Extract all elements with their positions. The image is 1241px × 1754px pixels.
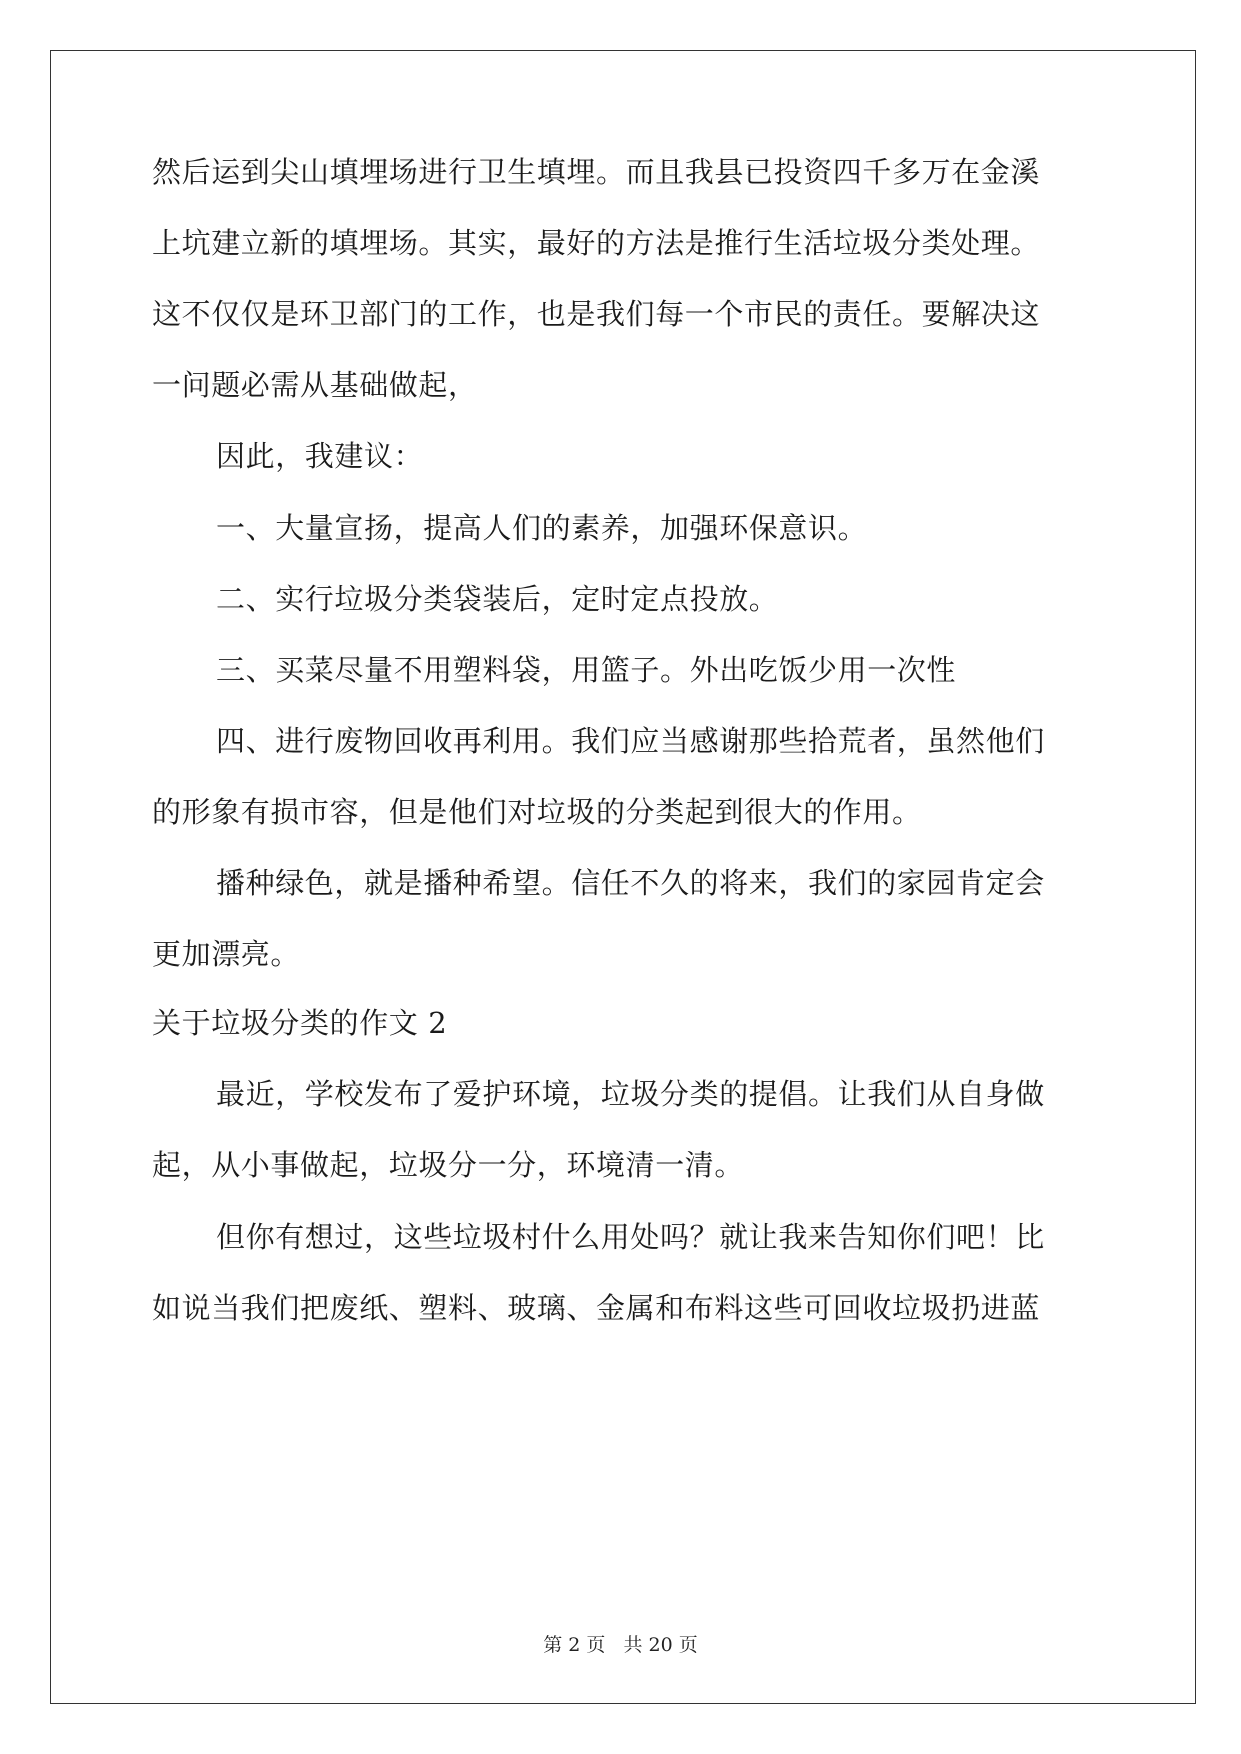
text-line: 的形象有损市容，但是他们对垃圾的分类起到很大的作用。	[152, 795, 922, 829]
list-item-2: 二、实行垃圾分类袋装后，定时定点投放。	[216, 582, 779, 616]
list-item-3: 三、买菜尽量不用塑料袋，用篮子。外出吃饭少用一次性	[216, 653, 957, 687]
text-line: 因此，我建议：	[216, 439, 424, 473]
text-line: 如说当我们把废纸、塑料、玻璃、金属和布料这些可回收垃圾扔进蓝	[152, 1291, 1041, 1325]
text-line: 最近，学校发布了爱护环境，垃圾分类的提倡。让我们从自身做	[216, 1077, 1045, 1111]
text-line: 然后运到尖山填埋场进行卫生填埋。而且我县已投资四千多万在金溪	[152, 155, 1041, 189]
section-heading: 关于垃圾分类的作文 2	[152, 1006, 448, 1040]
text-line: 上坑建立新的填埋场。其实，最好的方法是推行生活垃圾分类处理。	[152, 226, 1041, 260]
list-item-1: 一、大量宣扬，提高人们的素养，加强环保意识。	[216, 511, 868, 545]
page-total: 共 20 页	[623, 1634, 698, 1656]
text-line: 这不仅仅是环卫部门的工作，也是我们每一个市民的责任。要解决这	[152, 297, 1041, 331]
text-line: 更加漂亮。	[152, 937, 301, 971]
page-footer	[0, 1633, 1241, 1657]
text-line: 播种绿色，就是播种希望。信任不久的将来，我们的家园肯定会	[216, 866, 1045, 900]
page-number: 第 2 页	[543, 1634, 606, 1656]
text-line: 但你有想过，这些垃圾村什么用处吗？就让我来告知你们吧！比	[216, 1220, 1045, 1254]
list-item-4: 四、进行废物回收再利用。我们应当感谢那些拾荒者，虽然他们	[216, 724, 1045, 758]
text-line: 起，从小事做起，垃圾分一分，环境清一清。	[152, 1148, 745, 1182]
text-line: 一问题必需从基础做起，	[152, 368, 478, 402]
